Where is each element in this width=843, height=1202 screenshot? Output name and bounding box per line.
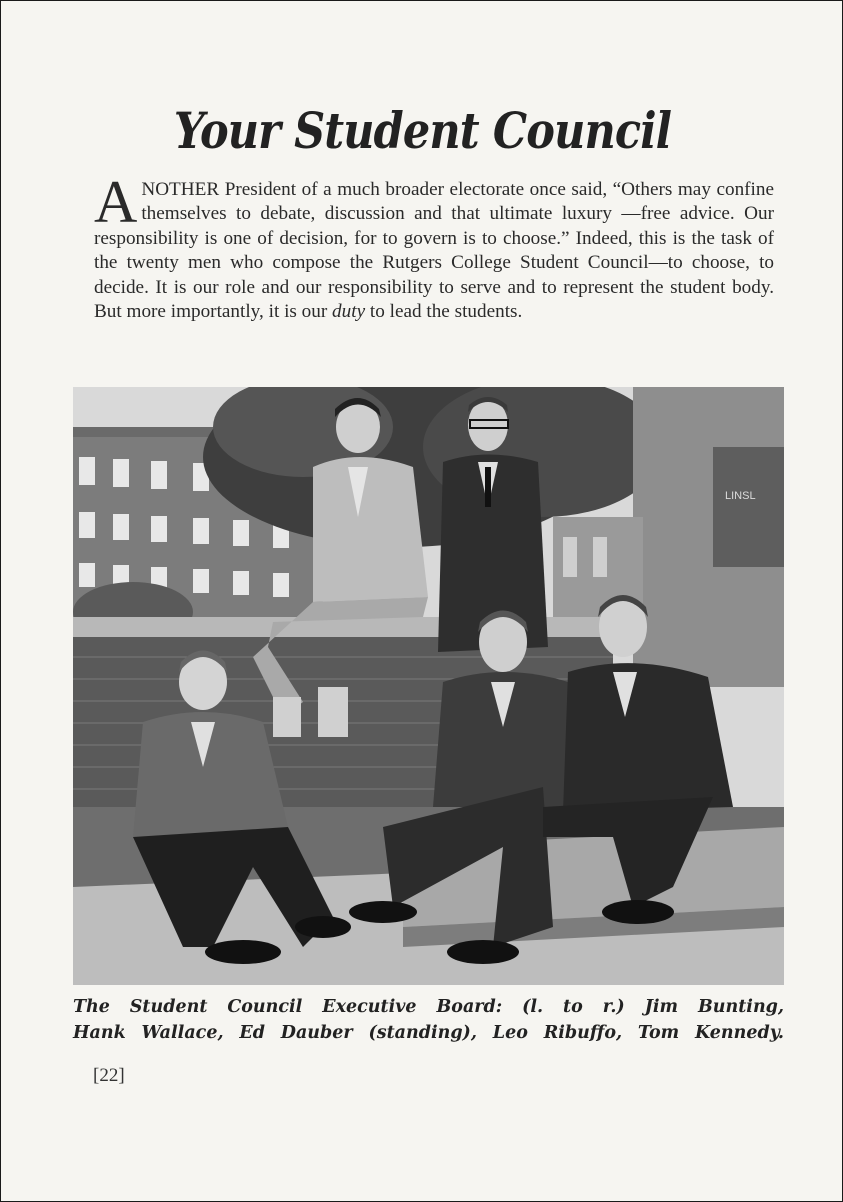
building-sign: LINSL: [725, 490, 756, 502]
paragraph-text: President of a much broader electorate once said, “Others may confine themselves to debate, discussion and that ultimate luxury —free advice. Our responsibility is one of decision, for to govern is to choose.” Indeed, this is the task of the twenty men who compose the Rutgers College Student Council—to choose, to decide. It is our role and our responsibility to serve and to represent the student body. But more importantly, it is our: [94, 179, 774, 323]
group-photo: [73, 387, 784, 985]
emphasis-word: duty: [332, 301, 366, 323]
drop-cap: A: [94, 169, 138, 235]
caption-line-1: The Student Council Executive Board: (l. to r.) Jim Bunting,: [73, 997, 784, 1017]
page-title: Your Student Council: [173, 101, 672, 160]
photo-caption: [73, 994, 784, 1046]
lead-word: NOTHER: [141, 179, 220, 200]
intro-paragraph: [94, 169, 774, 324]
page-number: [22]: [93, 1065, 125, 1086]
paragraph-ending: to lead the students.: [365, 301, 523, 323]
caption-line-2: Hank Wallace, Ed Dauber (standing), Leo Ribuffo, Tom Kennedy.: [73, 1023, 784, 1043]
